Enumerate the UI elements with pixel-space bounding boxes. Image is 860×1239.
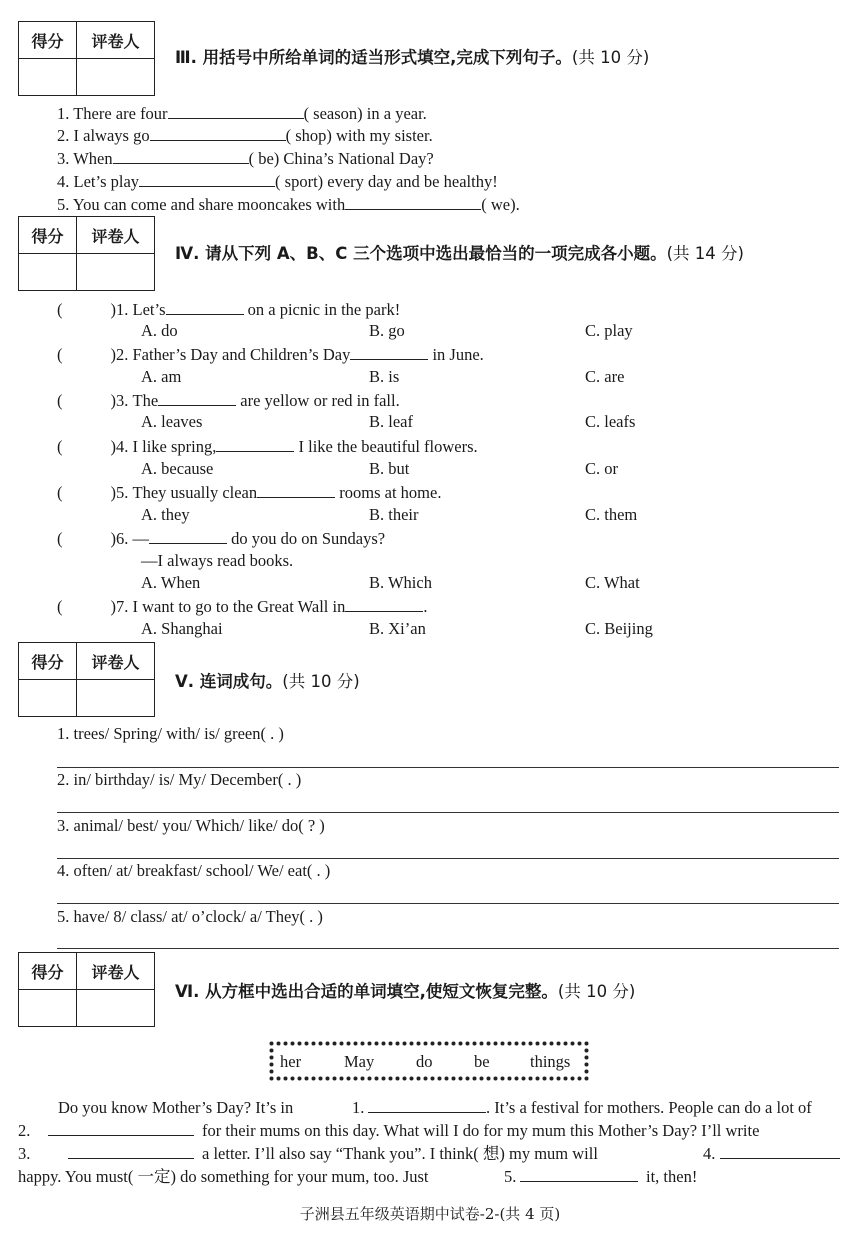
section-3-title [175,47,649,69]
section-4-points: (共 14 分) [666,244,744,263]
question-blank [216,436,294,452]
option-a[interactable]: A. leaves [141,412,203,431]
option-c[interactable]: C. them [585,505,638,524]
answer-blank[interactable] [168,103,304,119]
s3-item-2 [57,125,433,146]
question-text: I like spring, [132,437,217,456]
s3-item-hint: ( sport) every day and be healthy! [275,172,498,191]
option-a[interactable]: A. do [141,321,178,340]
s5-item-1: 1. trees/ Spring/ with/ is/ green( . ) [57,724,284,743]
score-table-3 [18,21,155,96]
score-cell[interactable] [19,990,77,1027]
question-text-end: do you do on Sundays? [231,529,386,548]
blank-4[interactable] [720,1158,840,1159]
answer-line[interactable] [57,812,839,813]
option-a[interactable]: A. am [141,367,182,386]
answer-line[interactable] [57,858,839,859]
section-6-title [175,981,635,1003]
word-bank-item[interactable]: her [280,1052,302,1071]
s4-q7 [57,596,427,617]
s4-q5 [57,482,441,503]
s3-item-text: 1. There are four [57,104,168,123]
s4-q2 [57,344,484,365]
grader-label: 评卷人 [77,953,155,990]
answer-line[interactable] [57,767,839,768]
section-3-points: (共 10 分) [571,48,650,67]
answer-paren[interactable]: ( [57,483,63,502]
option-c[interactable]: C. are [585,367,625,386]
passage-text: Do you know Mother’s Day? It’s in [58,1098,294,1117]
question-number: )7. [110,597,129,616]
answer-blank[interactable] [139,171,275,187]
grader-label: 评卷人 [77,643,155,680]
s3-item-3 [57,148,434,169]
word-bank-item[interactable]: do [416,1052,433,1071]
section-5-heading: Ⅴ. 连词成句。 [175,672,283,691]
option-b[interactable]: B. go [369,321,405,340]
question-number: )3. [110,391,129,410]
option-c[interactable]: C. What [585,573,640,592]
question-number: )6. [110,529,129,548]
blank-2[interactable] [48,1135,194,1136]
page-footer: 子洲县五年级英语期中试卷-2-(共 4 页) [299,1205,561,1223]
question-blank [166,299,244,315]
s3-item-hint: ( we). [481,195,520,214]
question-text: The [132,391,159,410]
option-b[interactable]: B. Xi’an [369,619,426,638]
score-label: 得分 [19,22,77,59]
word-bank-box [268,1040,590,1082]
s5-item-2: 2. in/ birthday/ is/ My/ December( . ) [57,770,302,789]
s3-item-text: 4. Let’s play [57,172,140,191]
grader-cell[interactable] [77,59,155,96]
passage-text: a letter. I’ll also say “Thank you”. I think( 想) my mum will [202,1144,598,1163]
answer-line[interactable] [57,948,839,949]
answer-paren[interactable]: ( [57,345,63,364]
blank-number: 1. [352,1098,365,1117]
s3-item-1 [57,103,427,124]
question-text-end: rooms at home. [339,483,442,502]
passage-line-2 [18,1119,840,1142]
section-5-points: (共 10 分) [282,672,360,691]
option-a[interactable]: A. When [141,573,201,592]
score-label: 得分 [19,643,77,680]
section-6-heading: Ⅵ. 从方框中选出合适的单词填空,使短文恢复完整。 [175,982,558,1001]
question-text: I want to go to the Great Wall in [132,597,346,616]
score-label: 得分 [19,217,77,254]
s4-q3 [57,390,400,411]
grader-label: 评卷人 [77,217,155,254]
s3-item-5 [57,194,520,215]
question-text-end: are yellow or red in fall. [240,391,400,410]
question-blank [350,344,428,360]
word-bank-item[interactable]: May [344,1052,375,1071]
option-b[interactable]: B. leaf [369,412,413,431]
question-number: )2. [110,345,129,364]
grader-cell[interactable] [77,680,155,717]
score-table-5 [18,642,155,717]
s5-item-4: 4. often/ at/ breakfast/ school/ We/ eat( . ) [57,861,331,880]
word-bank-item[interactable]: be [474,1052,490,1071]
question-blank [149,528,227,544]
grader-cell[interactable] [77,990,155,1027]
option-b[interactable]: B. but [369,459,410,478]
answer-paren[interactable]: ( [57,529,63,548]
answer-paren[interactable]: ( [57,391,63,410]
answer-blank[interactable] [345,194,481,210]
passage-line-3 [18,1142,840,1165]
option-a[interactable]: A. because [141,459,214,478]
s4-q1 [57,299,400,320]
blank-number: 3. [18,1144,31,1163]
question-number: )1. [110,300,129,319]
section-6-points: (共 10 分) [557,982,636,1001]
question-text-end: . [423,597,428,616]
passage-text: happy. You must( 一定) do something for your mum, too. Just [18,1167,429,1186]
passage-text: it, then! [646,1167,698,1186]
question-text: They usually clean [132,483,258,502]
s3-item-hint: ( be) China’s National Day? [248,149,434,168]
section-4-heading: Ⅳ. 请从下列 A、B、C 三个选项中选出最恰当的一项完成各小题。 [175,244,667,263]
s3-item-text: 5. You can come and share mooncakes with [57,195,346,214]
s3-item-text: 2. I always go [57,126,150,145]
question-number: )4. [110,437,129,456]
question-text: — [132,529,149,548]
s3-item-4 [57,171,498,192]
passage-text: for their mums on this day. What will I do for my mum this Mother’s Day? I’ll write [202,1121,760,1140]
s4-q6 [57,528,385,549]
question-text-end: in June. [432,345,484,364]
option-b[interactable]: B. their [369,505,419,524]
blank-3[interactable] [68,1158,194,1159]
answer-blank[interactable] [150,125,286,141]
grader-cell[interactable] [77,254,155,291]
score-table-6 [18,952,155,1027]
s3-item-text: 3. When [57,149,113,168]
option-a[interactable]: A. Shanghai [141,619,223,638]
blank-number: 2. [18,1121,31,1140]
grader-label: 评卷人 [77,22,155,59]
s5-item-5: 5. have/ 8/ class/ at/ o’clock/ a/ They( . ) [57,907,323,926]
word-bank-item[interactable]: things [530,1052,571,1071]
passage-line-1 [18,1096,840,1119]
s3-item-hint: ( season) in a year. [303,104,427,123]
option-b[interactable]: B. Which [369,573,432,592]
passage-text: . It’s a festival for mothers. People can do a lot of [486,1098,812,1117]
score-cell[interactable] [19,254,77,291]
blank-number: 4. [703,1144,716,1163]
s3-item-hint: ( shop) with my sister. [285,126,433,145]
option-c[interactable]: C. play [585,321,633,340]
score-table-4 [18,216,155,291]
question-blank [345,596,423,612]
question-blank [158,390,236,406]
answer-line[interactable] [57,903,839,904]
blank-number: 5. [504,1167,517,1186]
score-cell[interactable] [19,680,77,717]
score-cell[interactable] [19,59,77,96]
score-label: 得分 [19,953,77,990]
section-3-heading: Ⅲ. 用括号中所给单词的适当形式填空,完成下列句子。 [175,48,572,67]
option-c[interactable]: C. leafs [585,412,636,431]
answer-paren[interactable]: ( [57,437,63,456]
passage-line-4 [18,1165,840,1188]
option-b[interactable]: B. is [369,367,400,386]
cloze-passage [18,1096,840,1188]
option-c[interactable]: C. or [585,459,618,478]
question-text: Father’s Day and Children’s Day [132,345,351,364]
s4-q4 [57,436,478,457]
answer-blank[interactable] [113,148,249,164]
option-c[interactable]: C. Beijing [585,619,653,638]
question-text-end: on a picnic in the park! [247,300,401,319]
question-text-end: I like the beautiful flowers. [298,437,478,456]
question-blank [257,482,335,498]
blank-5[interactable] [520,1181,638,1182]
blank-1[interactable] [368,1112,486,1113]
s5-item-3: 3. animal/ best/ you/ Which/ like/ do( ? ) [57,816,325,835]
section-5-title [175,671,360,693]
dialogue-reply: —I always read books. [141,551,294,570]
question-text: Let’s [132,300,166,319]
answer-paren[interactable]: ( [57,597,63,616]
section-4-title [175,243,744,265]
answer-paren[interactable]: ( [57,300,63,319]
option-a[interactable]: A. they [141,505,190,524]
question-number: )5. [110,483,129,502]
